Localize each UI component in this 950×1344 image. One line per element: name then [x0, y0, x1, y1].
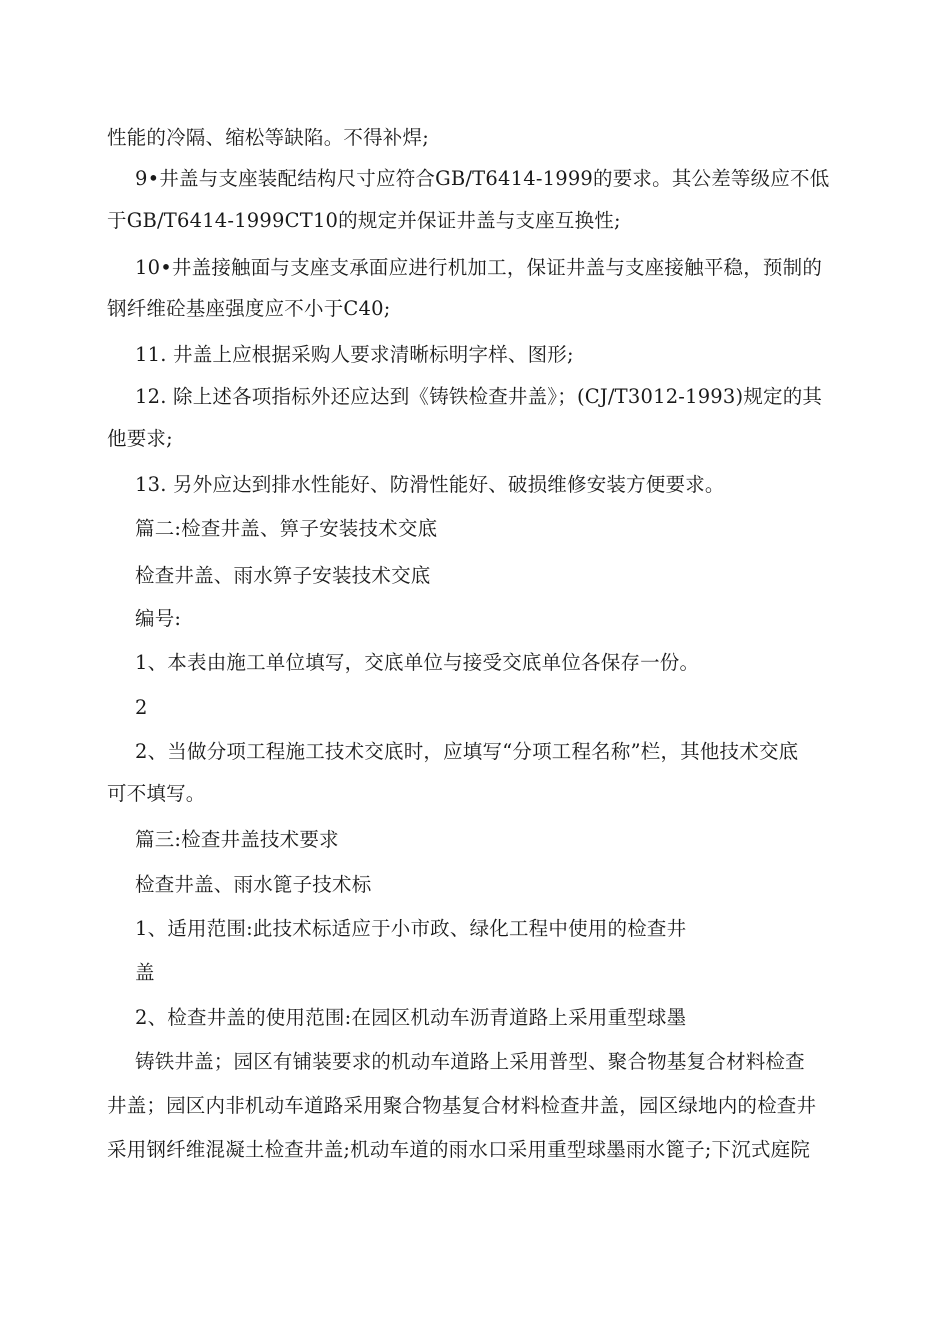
section-heading: 篇二:检查井盖、箅子安装技术交底	[135, 517, 438, 540]
text-line: 11. 井盖上应根据采购人要求清晰标明字样、图形;	[135, 343, 574, 366]
text-line: 10•井盖接触面与支座支承面应进行机加工，保证井盖与支座接触平稳，预制的	[135, 256, 823, 279]
text-line: 井盖；园区内非机动车道路采用聚合物基复合材料检查井盖，园区绿地内的检查井	[107, 1094, 817, 1117]
text-line: 13. 另外应达到排水性能好、防滑性能好、破损维修安装方便要求。	[135, 473, 725, 496]
text-line: 编号:	[135, 607, 182, 630]
text-line: 他要求;	[107, 427, 173, 450]
text-line: 2	[135, 696, 148, 719]
text-line: 检查井盖、雨水篦子技术标	[135, 873, 372, 896]
text-line: 于GB/T6414-1999CT10的规定并保证井盖与支座互换性;	[107, 209, 621, 232]
text-line: 可不填写。	[107, 782, 206, 805]
text-line: 12. 除上述各项指标外还应达到《铸铁检查井盖》；(CJ/T3012-1993)规定的其	[135, 385, 823, 408]
text-line: 2、检查井盖的使用范围:在园区机动车沥青道路上采用重型球墨	[135, 1006, 687, 1029]
text-line: 1、本表由施工单位填写，交底单位与接受交底单位各保存一份。	[135, 651, 700, 674]
text-line: 1、适用范围:此技术标适应于小市政、绿化工程中使用的检查井	[135, 917, 687, 940]
section-heading: 篇三:检查井盖技术要求	[135, 828, 339, 851]
text-line: 检查井盖、雨水箅子安装技术交底	[135, 564, 431, 587]
text-line: 盖	[135, 961, 155, 984]
text-line: 铸铁井盖；园区有铺装要求的机动车道路上采用普型、聚合物基复合材料检查	[135, 1050, 805, 1073]
text-line: 2、当做分项工程施工技术交底时，应填写“分项工程名称”栏，其他技术交底	[135, 740, 799, 763]
text-line: 性能的冷隔、缩松等缺陷。不得补焊;	[107, 126, 429, 149]
text-line: 9•井盖与支座装配结构尺寸应符合GB/T6414-1999的要求。其公差等级应不低	[135, 167, 830, 190]
text-line: 钢纤维砼基座强度应不小于C40;	[107, 297, 391, 320]
text-line: 采用钢纤维混凝土检查井盖;机动车道的雨水口采用重型球墨雨水篦子;下沉式庭院	[107, 1138, 811, 1161]
